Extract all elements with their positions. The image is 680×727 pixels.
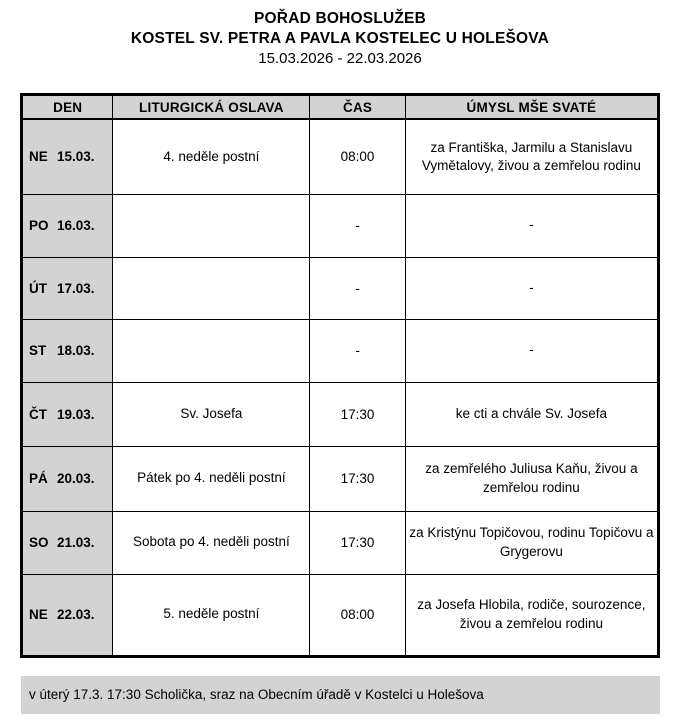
day-date: 15.03. xyxy=(57,149,95,165)
footer-note-text: v úterý 17.3. 17:30 Scholička, sraz na Obecním úřadě v Kostelci u Holešova xyxy=(29,687,484,702)
table-row xyxy=(22,319,659,382)
table-row xyxy=(22,194,659,257)
document-date-range: 15.03.2026 - 22.03.2026 xyxy=(258,50,422,67)
intention-cell: - xyxy=(405,319,658,382)
schedule-table-body xyxy=(22,119,659,656)
time-cell: - xyxy=(310,257,405,319)
celebration-cell xyxy=(113,319,310,382)
day-cell xyxy=(22,119,113,194)
time-cell: 17:30 xyxy=(310,382,405,446)
celebration-cell: Sv. Josefa xyxy=(113,382,310,446)
day-date: 22.03. xyxy=(57,607,95,622)
document-header xyxy=(0,0,680,69)
document-subtitle: KOSTEL SV. PETRA A PAVLA KOSTELEC U HOLEŠOVA xyxy=(130,30,550,47)
intention-cell: - xyxy=(405,194,658,257)
day-abbrev: NE xyxy=(29,607,48,622)
day-abbrev: SO xyxy=(29,535,49,550)
day-cell xyxy=(22,574,113,656)
column-header-cas: ČAS xyxy=(310,95,405,120)
time-cell: - xyxy=(310,319,405,382)
day-abbrev: ST xyxy=(29,343,47,358)
column-header-den: DEN xyxy=(22,95,113,120)
schedule-table-header xyxy=(22,95,659,120)
time-cell: 08:00 xyxy=(310,119,405,194)
day-cell xyxy=(22,319,113,382)
day-date: 16.03. xyxy=(57,218,95,233)
day-date: 21.03. xyxy=(57,535,95,550)
footer-note-band xyxy=(21,676,660,714)
day-date: 17.03. xyxy=(57,280,95,296)
day-abbrev: NE xyxy=(29,149,48,165)
celebration-cell xyxy=(113,194,310,257)
column-header-liturgicka-oslava: LITURGICKÁ OSLAVA xyxy=(113,95,310,120)
day-date: 20.03. xyxy=(57,471,95,486)
document-title: POŘAD BOHOSLUŽEB xyxy=(254,10,426,27)
header-row xyxy=(22,95,659,120)
day-abbrev: PO xyxy=(29,218,49,233)
celebration-cell: 4. neděle postní xyxy=(113,119,310,194)
time-cell: 17:30 xyxy=(310,446,405,511)
day-date: 18.03. xyxy=(57,343,95,358)
table-row xyxy=(22,574,659,656)
celebration-cell: 5. neděle postní xyxy=(113,574,310,656)
intention-cell: - xyxy=(405,257,658,319)
day-cell xyxy=(22,194,113,257)
day-abbrev: ČT xyxy=(29,406,47,422)
celebration-cell xyxy=(113,257,310,319)
intention-cell: ke cti a chvále Sv. Josefa xyxy=(405,382,658,446)
day-cell xyxy=(22,511,113,574)
day-date: 19.03. xyxy=(57,406,95,422)
intention-cell: za Františka, Jarmilu a Stanislavu Vymětalovy, živou a zemřelou rodinu xyxy=(405,119,658,194)
table-row xyxy=(22,446,659,511)
celebration-cell: Pátek po 4. neděli postní xyxy=(113,446,310,511)
table-row xyxy=(22,257,659,319)
celebration-cell: Sobota po 4. neděli postní xyxy=(113,511,310,574)
day-cell xyxy=(22,382,113,446)
day-cell xyxy=(22,446,113,511)
table-row xyxy=(22,119,659,194)
time-cell: 17:30 xyxy=(310,511,405,574)
day-abbrev: ÚT xyxy=(29,280,47,296)
intention-cell: za Josefa Hlobila, rodiče, sourozence, živou a zemřelou rodinu xyxy=(405,574,658,656)
table-row xyxy=(22,511,659,574)
time-cell: 08:00 xyxy=(310,574,405,656)
column-header-umysl: ÚMYSL MŠE SVATÉ xyxy=(405,95,658,120)
day-cell xyxy=(22,257,113,319)
intention-cell: za Kristýnu Topičovou, rodinu Topičovu a Grygerovu xyxy=(405,511,658,574)
schedule-table xyxy=(20,93,660,658)
time-cell: - xyxy=(310,194,405,257)
intention-cell: za zemřelého Juliusa Kaňu, živou a zemřelou rodinu xyxy=(405,446,658,511)
table-row xyxy=(22,382,659,446)
day-abbrev: PÁ xyxy=(29,471,48,486)
